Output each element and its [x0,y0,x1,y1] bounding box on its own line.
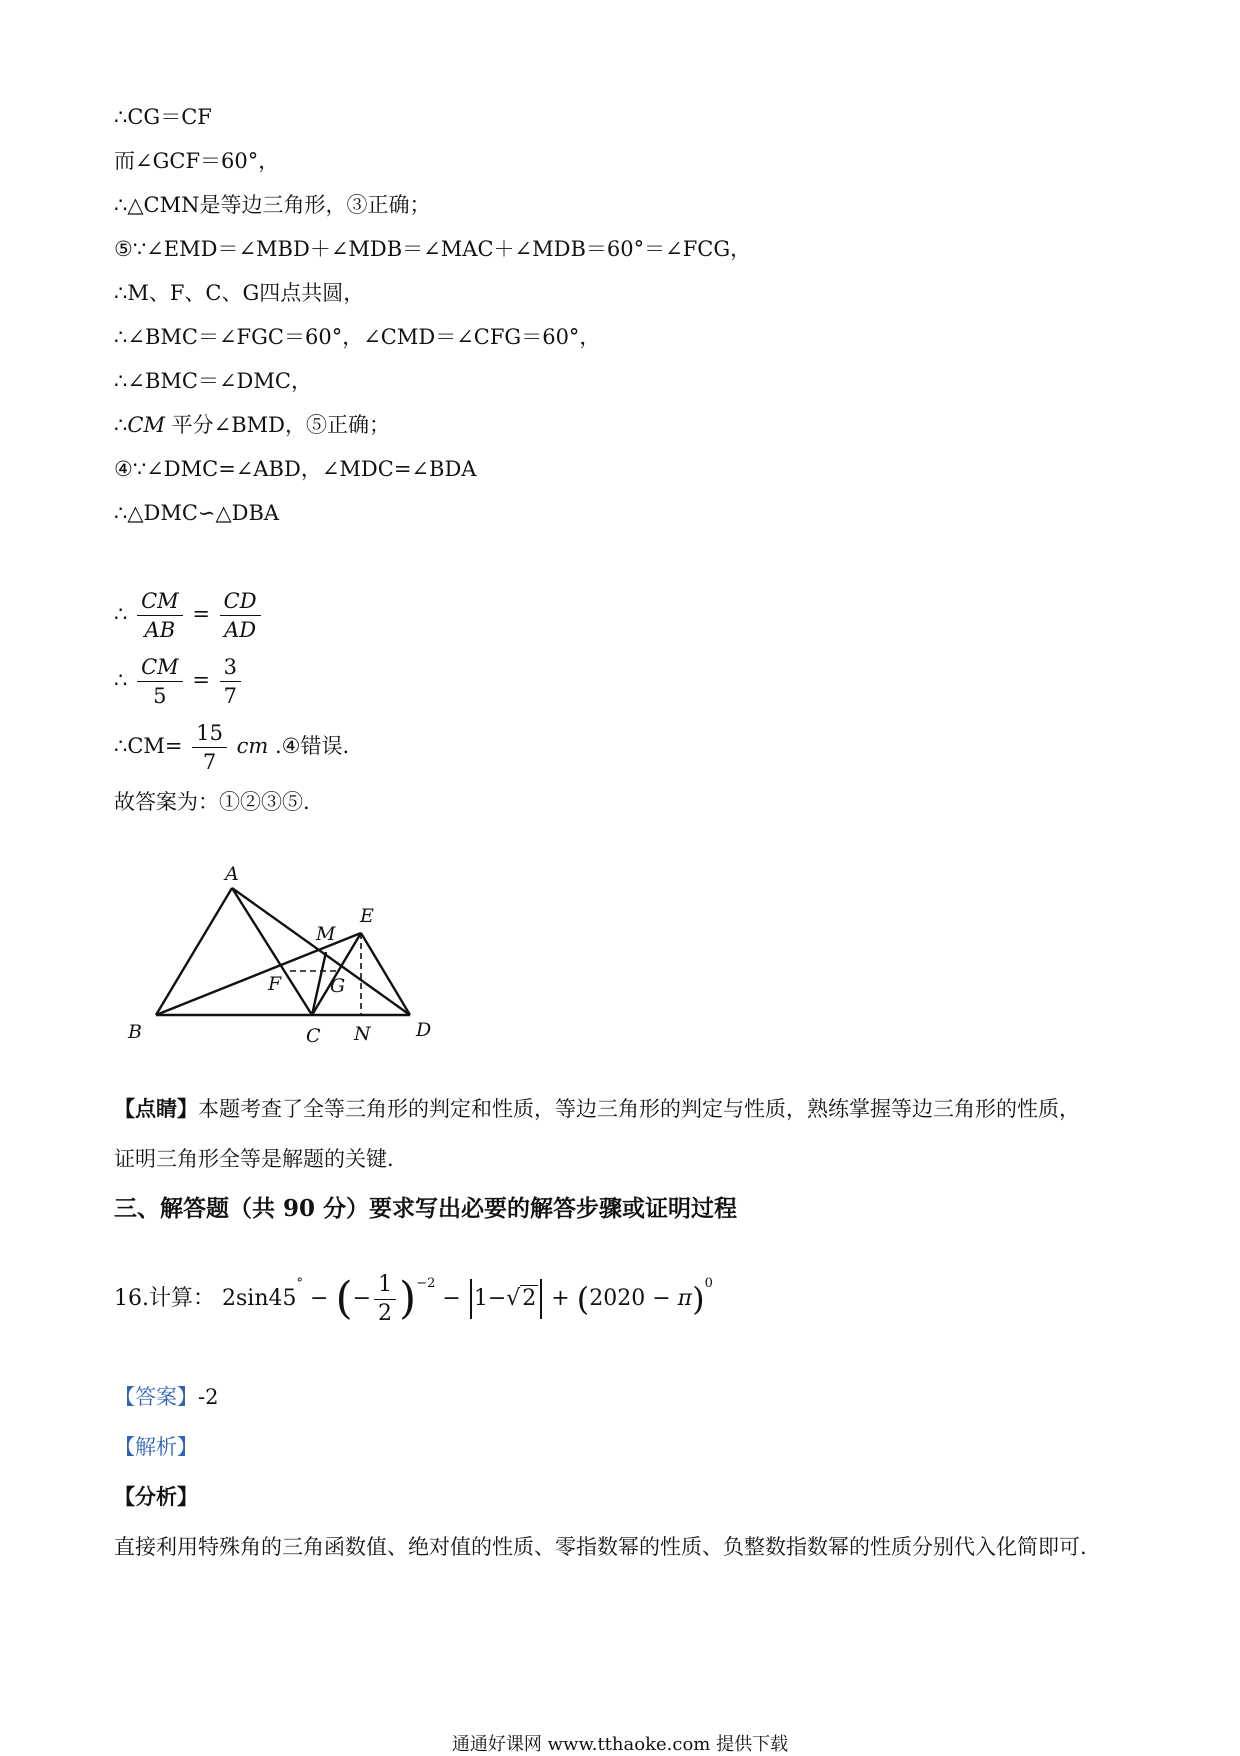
plus-sign: + [551,1286,570,1311]
segment-ed [361,933,410,1015]
comment-line-2: 证明三角形全等是解题的关键. [114,1147,394,1171]
therefore-symbol: ∴ [114,602,128,626]
abs-one: 1 [473,1286,488,1311]
label-b: B [128,1021,142,1043]
answer-summary: 故答案为：①②③⑤. [114,790,310,814]
equals-sign: = [192,602,210,626]
segment-ab [156,888,232,1015]
pi-symbol: π [677,1286,693,1311]
fraction-cd-ad [220,588,261,643]
right-paren-2: ) [692,1280,705,1318]
numerator: CM [137,654,183,682]
proof-line-1: ∴CG＝CF [114,105,212,129]
comment-line-1 [114,1094,1080,1124]
label-m: M [316,923,336,945]
segment-ac [232,888,312,1015]
abs-bar-right [540,1279,542,1319]
unit-cm: cm [236,734,269,758]
answer-tag: 【答案】 [114,1385,198,1409]
fraction-cm-ab [137,588,183,643]
numerator: CM [137,588,183,616]
segment-ad [232,888,410,1015]
label-n: N [354,1023,371,1045]
fraction-cm-5 [137,654,183,709]
label-f: F [268,973,282,995]
cm-equals: ∴CM= [114,734,183,758]
numerator: 1 [374,1272,396,1300]
conclusion-4-wrong: .④错误. [268,734,350,758]
label-d: D [416,1019,432,1041]
proof-line-4: ⑤∵∠EMD＝∠MBD＋∠MDB＝∠MAC＋∠MDB＝60°＝∠FCG， [114,237,752,261]
proof-line-10: ∴△DMC∽△DBA [114,501,280,525]
label-a: A [225,863,239,885]
numerator: 3 [220,654,241,682]
left-paren: ( [335,1273,353,1324]
page-footer: 通通好课网 www.tthaoke.com 提供下载 [451,1734,789,1755]
therefore-symbol: ∴ [114,668,128,692]
label-g: G [330,975,346,997]
problem-16 [114,1262,713,1327]
proof-line-7: ∴∠BMC＝∠DMC， [114,369,312,393]
numerator: 15 [192,720,227,748]
therefore-symbol: ∴ [114,413,128,437]
comment-tag: 【点睛】 [114,1096,198,1121]
abs-minus: − [487,1286,507,1311]
geometry-figure [120,860,460,1050]
equals-sign: = [192,668,210,692]
denominator: AB [144,618,176,642]
abs-bar-left [470,1279,472,1319]
problem-16-label: 16.计算： [114,1286,215,1311]
exponent-neg2: −2 [416,1276,436,1291]
sqrt-symbol: √ [506,1286,521,1311]
degree-mark: ° [296,1276,303,1291]
paren-expr: 2020 − [589,1286,678,1311]
minus-2: − [442,1286,461,1311]
minus-1: − [310,1286,329,1311]
label-c: C [306,1025,321,1047]
numerator: CD [220,588,261,616]
fraction-15-7 [192,720,227,775]
denominator: 7 [202,750,217,774]
exponent-zero: 0 [704,1276,713,1291]
proof-line-2: 而∠GCF＝60°， [114,149,280,173]
analysis-text: 直接利用特殊角的三角函数值、绝对值的性质、零指数幂的性质、负整数指数幂的性质分别代入化简即可. [114,1535,1087,1559]
sqrt-arg: 2 [522,1286,537,1311]
fraction-3-7 [220,654,241,709]
denominator: AD [224,618,257,642]
term-sin: 2sin45 [222,1286,297,1311]
inner-minus: − [352,1286,372,1311]
right-paren: ) [399,1273,417,1324]
denominator: 2 [378,1300,393,1326]
analysis-tag: 【解析】 [114,1435,198,1459]
fraction-half [374,1272,396,1327]
proof-line-8 [114,410,390,440]
proof-line-3: ∴△CMN是等边三角形，③正确； [114,193,431,217]
answer-line [114,1382,218,1412]
section-heading: 三、解答题（共 90 分）要求写出必要的解答步骤或证明过程 [114,1195,738,1222]
answer-value: -2 [198,1385,219,1409]
comment-text-1: 本题考查了全等三角形的判定和性质，等边三角形的判定与性质，熟练掌握等边三角形的性质， [198,1097,1080,1121]
proof-line-5: ∴M、F、C、G四点共圆， [114,281,365,305]
equation-cm-result [114,720,349,775]
label-e: E [360,905,374,927]
cm-italic: CM [127,413,165,437]
proof-line-6: ∴∠BMC＝∠FGC＝60°，∠CMD＝∠CFG＝60°， [114,325,601,349]
denominator: 5 [153,684,167,708]
segment-be [156,933,361,1015]
proof-line-9: ④∵∠DMC=∠ABD，∠MDC=∠BDA [114,457,477,481]
denominator: 7 [223,684,237,708]
equation-ratio-2 [114,654,244,709]
left-paren-2: ( [576,1280,590,1318]
proof-line-8-rest: 平分∠BMD，⑤正确； [164,413,390,437]
equation-ratio-1 [114,588,264,643]
fenxi-tag: 【分析】 [114,1484,198,1509]
